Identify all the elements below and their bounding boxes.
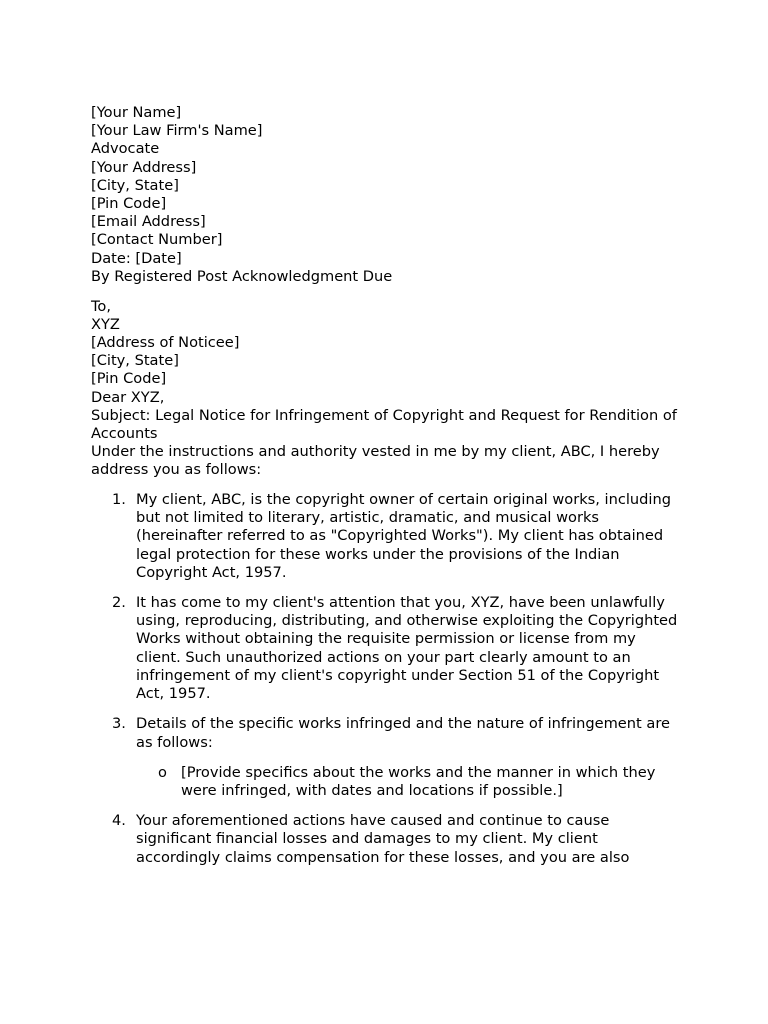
recipient-name: XYZ xyxy=(91,315,120,333)
sender-contact-number: [Contact Number] xyxy=(91,231,223,249)
sender-city-state: [City, State] xyxy=(91,176,179,194)
point-number: 2. xyxy=(112,594,126,612)
point-text: Details of the specific works infringed and the nature of infringement are as follows: xyxy=(136,715,670,751)
sub-point-text: [Provide specifics about the works and the manner in which they were infringed, with dates and locations if possible.] xyxy=(181,763,656,799)
bullet-marker: o xyxy=(158,763,167,781)
list-item xyxy=(91,491,681,582)
point-number: 4. xyxy=(112,812,126,830)
salutation: Dear XYZ, xyxy=(91,388,165,406)
infringement-details-list xyxy=(136,764,681,800)
point-number: 1. xyxy=(112,491,126,509)
delivery-mode: By Registered Post Acknowledgment Due xyxy=(91,267,393,285)
subject-line: Subject: Legal Notice for Infringement of Copyright and Request for Rendition of Accounts xyxy=(91,406,677,442)
point-text: Your aforementioned actions have caused and continue to cause significant financial losses and damages to my client. My client accordingly claims compensation for these losses, and you are also xyxy=(136,812,630,866)
list-item xyxy=(91,812,681,867)
legal-notice-page xyxy=(91,104,681,879)
recipient-address-block xyxy=(91,298,681,389)
recipient-pin-code: [Pin Code] xyxy=(91,370,167,388)
list-item xyxy=(136,764,681,800)
date-line: Date: [Date] xyxy=(91,249,182,267)
point-text: It has come to my client's attention that you, XYZ, have been unlawfully using, reproducing, distributing, and otherwise exploiting the Copyrighted Works without obtaining the requisite permission or license from my client. Such unauthorized actions on your part clearly amount to an infringement of my client's copyright under Section 51 of the Copyright Act, 1957. xyxy=(136,594,678,703)
recipient-to: To, xyxy=(91,297,112,315)
recipient-city-state: [City, State] xyxy=(91,352,179,370)
recipient-address: [Address of Noticee] xyxy=(91,333,240,351)
intro-paragraph: Under the instructions and authority vested in me by my client, ABC, I hereby address you as follows: xyxy=(91,443,660,479)
sender-address-block xyxy=(91,104,681,250)
point-text: My client, ABC, is the copyright owner of certain original works, including but not limited to literary, artistic, dramatic, and musical works (hereinafter referred to as "Copyrighted Works"). My client has obtained legal protection for these works under the provisions of the Indian Copyright Act, 1957. xyxy=(136,491,671,581)
sender-law-firm: [Your Law Firm's Name] xyxy=(91,122,263,140)
list-item xyxy=(91,594,681,703)
sender-address: [Your Address] xyxy=(91,158,197,176)
point-number: 3. xyxy=(112,715,126,733)
sender-designation: Advocate xyxy=(91,140,160,158)
list-item xyxy=(91,715,681,800)
notice-points-list xyxy=(91,491,681,867)
sender-email: [Email Address] xyxy=(91,213,206,231)
sender-pin-code: [Pin Code] xyxy=(91,195,167,213)
sender-name: [Your Name] xyxy=(91,104,182,121)
